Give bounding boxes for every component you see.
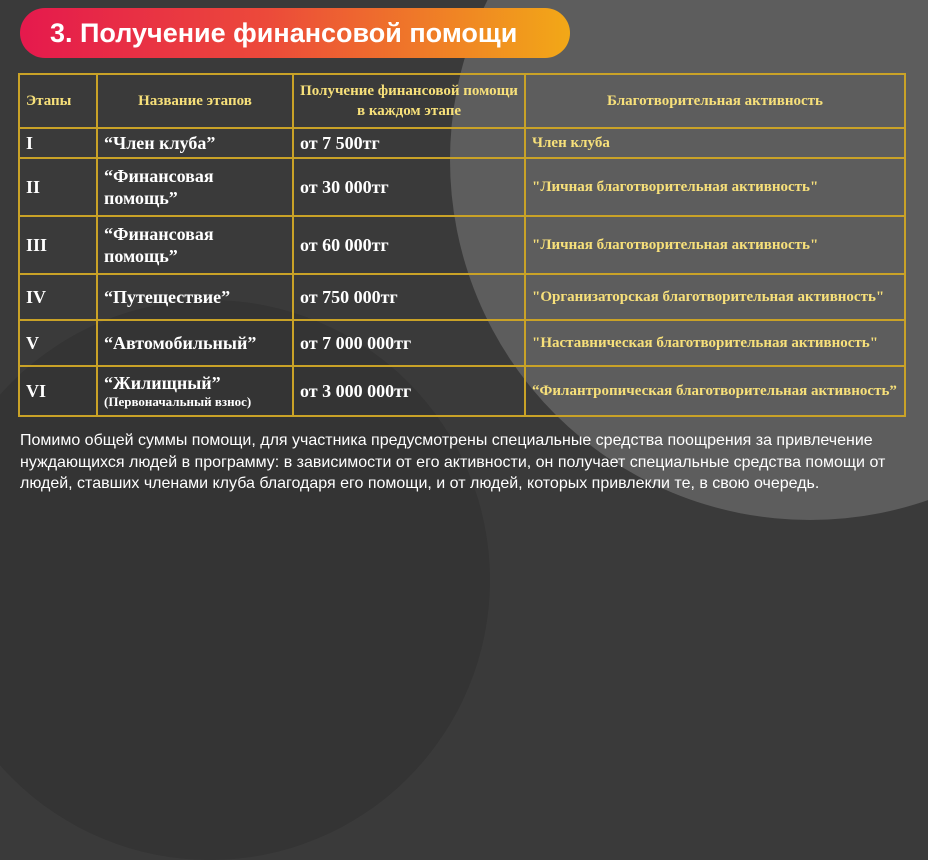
stage-number: III bbox=[19, 216, 97, 274]
table-row bbox=[19, 366, 905, 416]
footnote-text: Помимо общей суммы помощи, для участника предусмотрены специальные средства поощрения за привлечение нуждающихся людей в программу: в зависимости от его активности, он получает специальные средства помощи от людей, ставших членами клуба благодаря его помощи, и от людей, которых привлекли те, в свою очередь. bbox=[20, 432, 886, 492]
stage-name bbox=[97, 320, 293, 366]
stage-activity: "Личная благотворительная активность" bbox=[525, 158, 905, 216]
stage-name bbox=[97, 128, 293, 158]
table-row bbox=[19, 274, 905, 320]
header-charity-activity: Благотворительная активность bbox=[525, 74, 905, 128]
table-row bbox=[19, 158, 905, 216]
stage-amount: от 30 000тг bbox=[293, 158, 525, 216]
header-stages: Этапы bbox=[19, 74, 97, 128]
table-row bbox=[19, 320, 905, 366]
table-header-row bbox=[19, 74, 905, 128]
stage-name-text: “Финансовая помощь” bbox=[104, 224, 214, 266]
stage-amount: от 60 000тг bbox=[293, 216, 525, 274]
stage-number: IV bbox=[19, 274, 97, 320]
table-row bbox=[19, 216, 905, 274]
stage-name-note: (Первоначальный взнос) bbox=[104, 394, 252, 409]
stage-activity: Член клуба bbox=[525, 128, 905, 158]
stage-name bbox=[97, 216, 293, 274]
stage-amount: от 7 500тг bbox=[293, 128, 525, 158]
header-stage-name: Название этапов bbox=[97, 74, 293, 128]
stage-name-text: “Член клуба” bbox=[104, 133, 216, 153]
stage-number: II bbox=[19, 158, 97, 216]
stage-amount: от 3 000 000тг bbox=[293, 366, 525, 416]
stage-amount: от 750 000тг bbox=[293, 274, 525, 320]
stage-activity: "Личная благотворительная активность" bbox=[525, 216, 905, 274]
table-row bbox=[19, 128, 905, 158]
stage-name-text: “Жилищный” bbox=[104, 373, 221, 393]
stage-activity: "Организаторская благотворительная активность" bbox=[525, 274, 905, 320]
stage-name bbox=[97, 366, 293, 416]
stage-name-text: “Автомобильный” bbox=[104, 333, 257, 353]
stages-table bbox=[18, 73, 906, 417]
slide-title: 3. Получение финансовой помощи bbox=[20, 8, 570, 58]
stage-activity: "Наставническая благотворительная активность" bbox=[525, 320, 905, 366]
stage-number: I bbox=[19, 128, 97, 158]
stage-name bbox=[97, 158, 293, 216]
stage-number: VI bbox=[19, 366, 97, 416]
stage-number: V bbox=[19, 320, 97, 366]
stage-activity: “Филантропическая благотворительная активность” bbox=[525, 366, 905, 416]
header-financial-help: Получение финансовой помощи в каждом этапе bbox=[293, 74, 525, 128]
stage-name-text: “Финансовая помощь” bbox=[104, 166, 214, 208]
stage-name-text: “Путеществие” bbox=[104, 287, 231, 307]
stage-amount: от 7 000 000тг bbox=[293, 320, 525, 366]
stage-name bbox=[97, 274, 293, 320]
